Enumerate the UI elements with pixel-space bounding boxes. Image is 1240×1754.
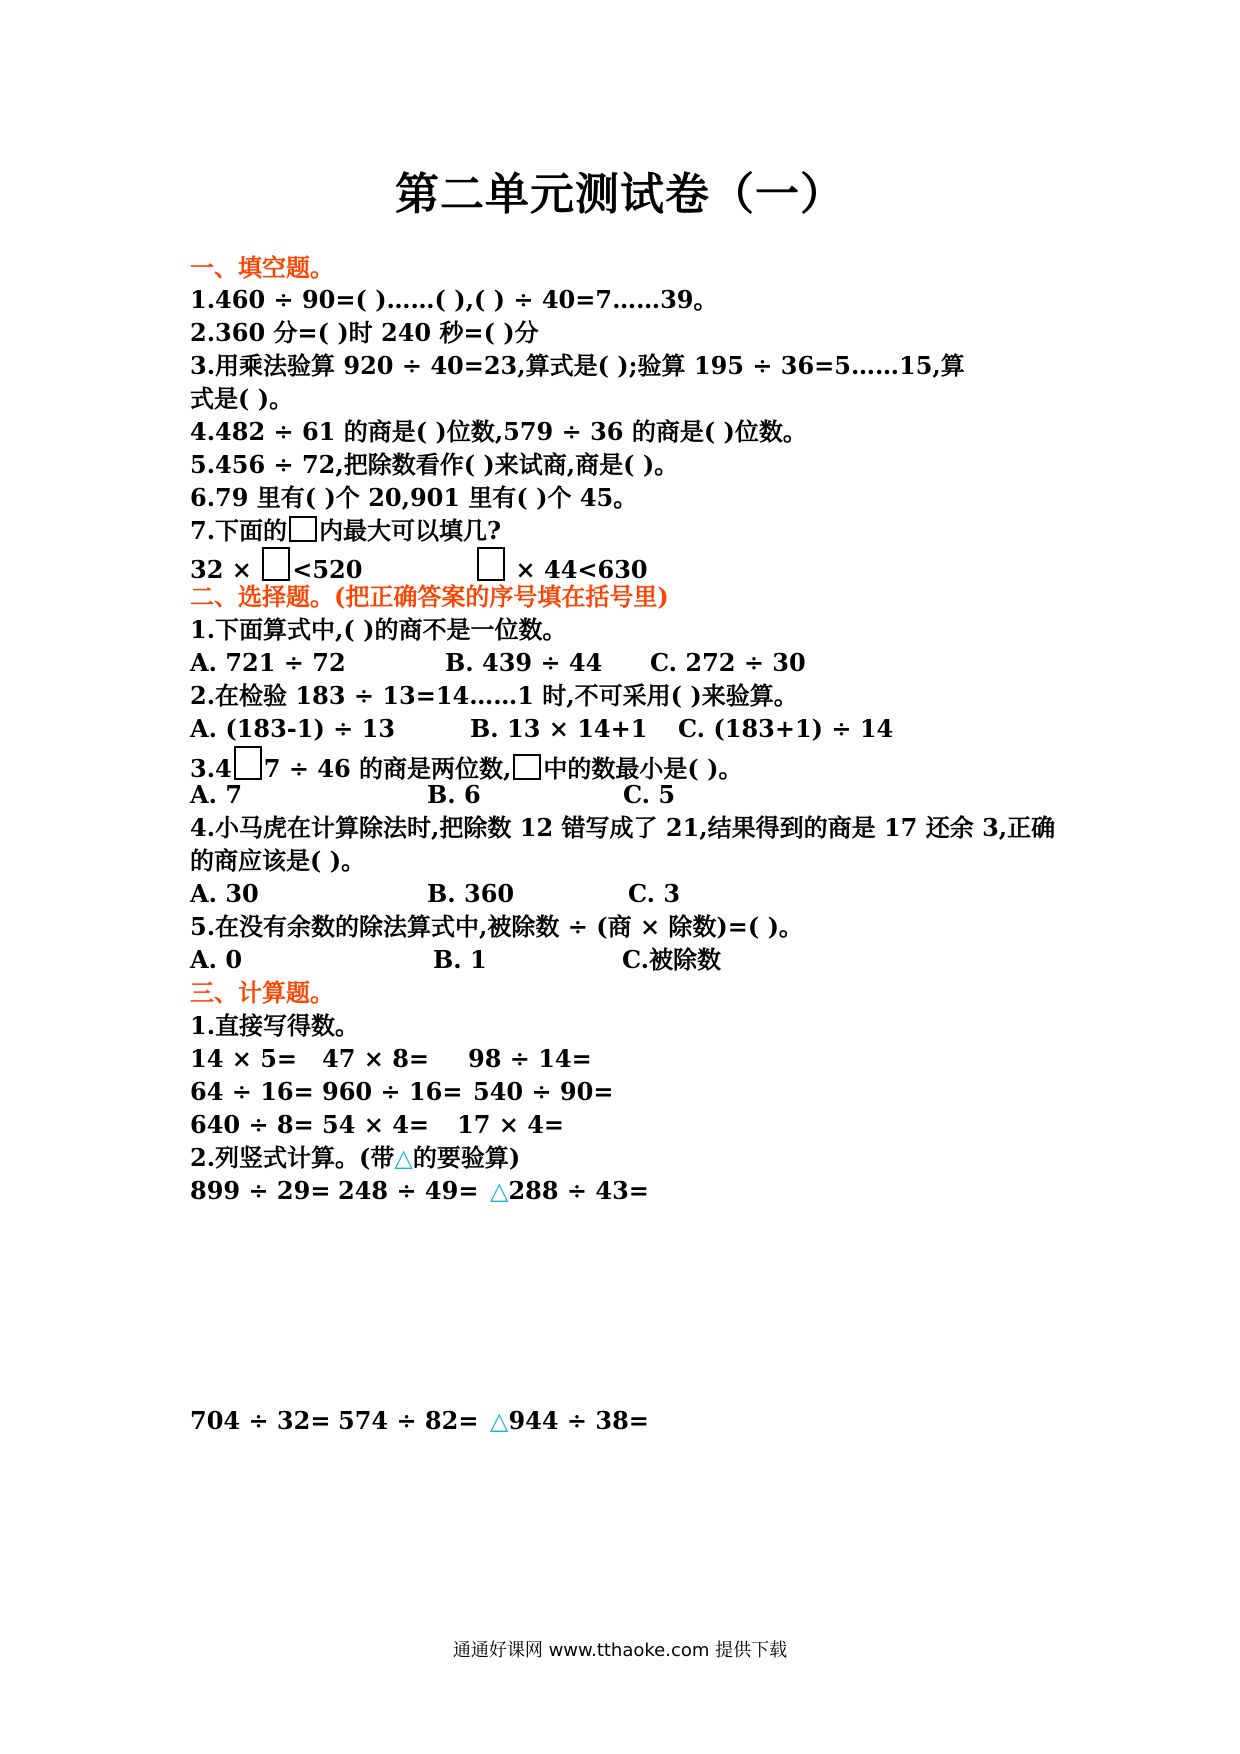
oral-item: 64 ÷ 16= bbox=[190, 1077, 314, 1106]
calc-part2-title bbox=[190, 1142, 520, 1174]
option-b: B. 6 bbox=[427, 780, 481, 809]
triangle-icon: △ bbox=[490, 1177, 509, 1205]
fill-q3-line1: 3.用乘法验算 920 ÷ 40=23,算式是( );验算 195 ÷ 36=5……15,算 bbox=[190, 351, 965, 380]
choice-q4-line1: 4.小马虎在计算除法时,把除数 12 错写成了 21,结果得到的商是 17 还余 3,正确 bbox=[190, 813, 1056, 842]
option-a: A. (183-1) ÷ 13 bbox=[190, 714, 396, 743]
vertical-item: 574 ÷ 82= bbox=[338, 1406, 479, 1435]
oral-item: 640 ÷ 8= bbox=[190, 1110, 314, 1139]
fill-q1: 1.460 ÷ 90=( )……( ),( ) ÷ 40=7……39。 bbox=[190, 285, 718, 314]
fill-q3-line2: 式是( )。 bbox=[190, 384, 294, 413]
calc-part2-suffix: 的要验算) bbox=[412, 1143, 521, 1172]
vertical-item-expr: 944 ÷ 38= bbox=[508, 1406, 649, 1435]
choice-q3-middle: 7 ÷ 46 的商是两位数, bbox=[263, 754, 512, 783]
oral-item: 14 × 5= bbox=[190, 1044, 298, 1073]
fill-q7 bbox=[190, 515, 501, 547]
blank-box bbox=[477, 547, 505, 581]
blank-box bbox=[513, 754, 541, 780]
triangle-icon: △ bbox=[490, 1407, 509, 1435]
vertical-item-checked bbox=[490, 1175, 649, 1207]
section-choice-heading: 二、选择题。(把正确答案的序号填在括号里) bbox=[190, 582, 669, 611]
calc-part2-prefix: 2.列竖式计算。(带 bbox=[190, 1143, 395, 1172]
option-a: A. 0 bbox=[190, 945, 243, 974]
oral-item: 54 × 4= bbox=[322, 1110, 430, 1139]
vertical-item-checked bbox=[490, 1405, 649, 1437]
fill-q7-prefix: 7.下面的 bbox=[190, 516, 288, 545]
option-c: C.被除数 bbox=[622, 945, 722, 974]
fill-q7-expr-a-post: <520 bbox=[292, 555, 363, 584]
option-c: C. (183+1) ÷ 14 bbox=[678, 714, 894, 743]
section-fill-blank-heading: 一、填空题。 bbox=[190, 253, 334, 282]
option-b: B. 1 bbox=[433, 945, 487, 974]
choice-q3-suffix: 中的数最小是( )。 bbox=[543, 754, 743, 783]
oral-item: 960 ÷ 16= bbox=[322, 1077, 463, 1106]
choice-q1: 1.下面算式中,( )的商不是一位数。 bbox=[190, 615, 567, 644]
option-c: C. 5 bbox=[623, 780, 676, 809]
option-a: A. 721 ÷ 72 bbox=[190, 648, 346, 677]
choice-q3-prefix: 3.4 bbox=[190, 754, 232, 783]
option-b: B. 13 × 14+1 bbox=[470, 714, 648, 743]
vertical-item: 704 ÷ 32= bbox=[190, 1406, 331, 1435]
oral-item: 17 × 4= bbox=[457, 1110, 565, 1139]
blank-box bbox=[289, 516, 317, 542]
page-footer: 通通好课网 www.tthaoke.com 提供下载 bbox=[452, 1640, 788, 1661]
oral-item: 98 ÷ 14= bbox=[468, 1044, 592, 1073]
vertical-item: 899 ÷ 29= bbox=[190, 1176, 331, 1205]
section-calc-heading: 三、计算题。 bbox=[190, 978, 334, 1007]
vertical-item: 248 ÷ 49= bbox=[338, 1176, 479, 1205]
fill-q5: 5.456 ÷ 72,把除数看作( )来试商,商是( )。 bbox=[190, 450, 679, 479]
option-b: B. 439 ÷ 44 bbox=[445, 648, 603, 677]
blank-box bbox=[234, 746, 262, 780]
calc-part1-title: 1.直接写得数。 bbox=[190, 1011, 360, 1040]
page-title: 第二单元测试卷（一） bbox=[395, 169, 845, 220]
triangle-icon: △ bbox=[394, 1144, 413, 1172]
option-a: A. 7 bbox=[190, 780, 243, 809]
fill-q6: 6.79 里有( )个 20,901 里有( )个 45。 bbox=[190, 483, 638, 512]
fill-q7-suffix: 内最大可以填几? bbox=[319, 516, 502, 545]
option-c: C. 272 ÷ 30 bbox=[650, 648, 806, 677]
choice-q2: 2.在检验 183 ÷ 13=14……1 时,不可采用( )来验算。 bbox=[190, 681, 798, 710]
choice-q4-line2: 的商应该是( )。 bbox=[190, 846, 366, 875]
fill-q2: 2.360 分=( )时 240 秒=( )分 bbox=[190, 318, 539, 347]
oral-item: 540 ÷ 90= bbox=[473, 1077, 614, 1106]
option-a: A. 30 bbox=[190, 879, 259, 908]
option-c: C. 3 bbox=[628, 879, 681, 908]
option-b: B. 360 bbox=[427, 879, 515, 908]
blank-box bbox=[262, 547, 290, 581]
vertical-item-expr: 288 ÷ 43= bbox=[508, 1176, 649, 1205]
oral-item: 47 × 8= bbox=[322, 1044, 430, 1073]
fill-q7-expr-a-pre: 32 × bbox=[190, 555, 252, 584]
fill-q4: 4.482 ÷ 61 的商是( )位数,579 ÷ 36 的商是( )位数。 bbox=[190, 417, 807, 446]
choice-q5: 5.在没有余数的除法算式中,被除数 ÷ (商 × 除数)=( )。 bbox=[190, 912, 803, 941]
fill-q7-expr-b-post: × 44<630 bbox=[515, 555, 648, 584]
